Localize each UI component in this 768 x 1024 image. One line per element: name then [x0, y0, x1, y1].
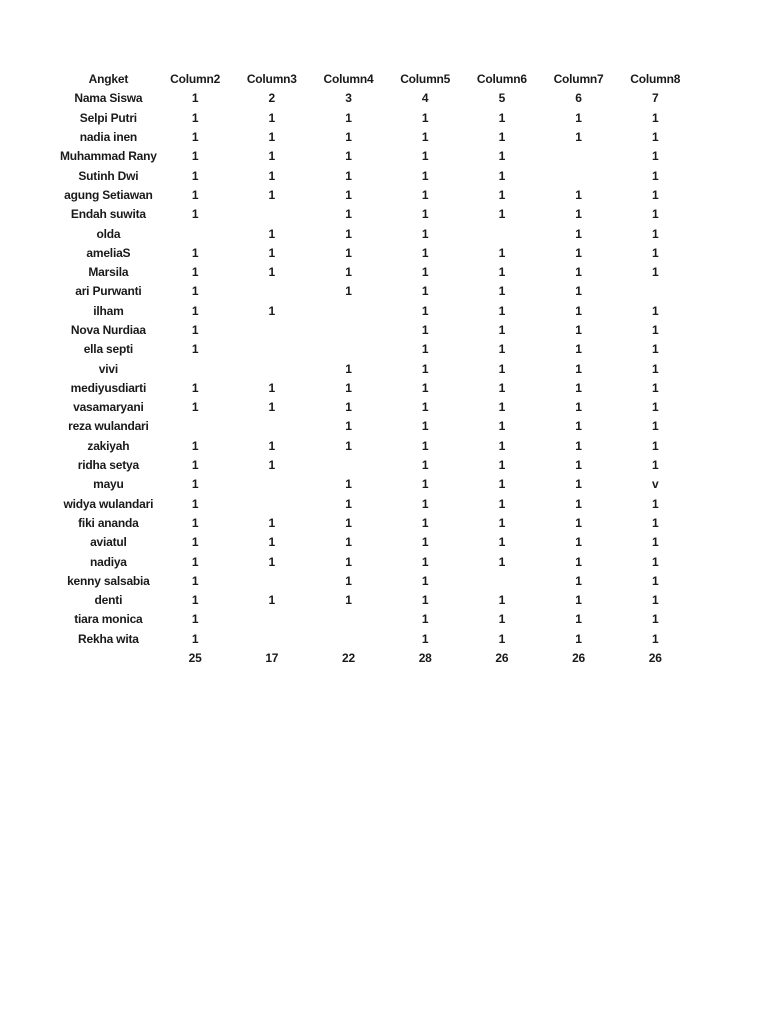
value-cell[interactable]: 1 — [575, 303, 582, 318]
value-cell[interactable]: 1 — [651, 361, 659, 376]
value-cell[interactable]: 1 — [498, 458, 506, 473]
value-cell[interactable]: 1 — [651, 130, 659, 145]
value-cell[interactable]: 1 — [268, 458, 276, 473]
table-row — [60, 437, 694, 456]
value-cell[interactable]: 1 — [651, 380, 659, 395]
value-cell[interactable]: 1 — [651, 631, 659, 646]
value-cell[interactable]: 1 — [345, 400, 352, 415]
value-cell[interactable]: 1 — [651, 149, 659, 164]
value-cell[interactable]: 2 — [268, 91, 276, 106]
row-label-cell[interactable]: aviatul — [90, 535, 127, 550]
value-cell[interactable]: 1 — [191, 438, 199, 453]
value-cell[interactable]: 1 — [268, 168, 276, 183]
value-cell[interactable]: 1 — [191, 110, 199, 125]
value-cell[interactable]: 1 — [651, 265, 659, 280]
value-cell[interactable]: 1 — [651, 419, 659, 434]
value-cell[interactable]: 1 — [498, 400, 506, 415]
value-cell[interactable]: 1 — [651, 226, 659, 241]
row-label-cell[interactable]: kenny salsabia — [67, 573, 150, 588]
value-cell[interactable]: 1 — [421, 361, 429, 376]
value-cell[interactable]: 1 — [421, 400, 429, 415]
value-cell[interactable]: 1 — [651, 400, 659, 415]
value-cell[interactable] — [310, 321, 387, 340]
value-cell[interactable]: 1 — [421, 303, 429, 318]
value-cell[interactable]: 1 — [191, 380, 199, 395]
value-cell[interactable]: 1 — [421, 284, 429, 299]
row-label-cell[interactable]: widya wulandari — [63, 496, 154, 511]
table-row — [60, 398, 694, 417]
value-cell[interactable]: 1 — [651, 342, 659, 357]
row-label-cell[interactable]: Sutinh Dwi — [78, 168, 139, 183]
value-cell[interactable]: 1 — [651, 535, 659, 550]
value-cell[interactable]: 17 — [265, 651, 279, 666]
value-cell[interactable]: 1 — [498, 245, 506, 260]
value-cell[interactable] — [233, 495, 310, 514]
value-cell[interactable]: 1 — [651, 612, 659, 627]
table-row — [60, 533, 694, 552]
value-cell[interactable]: 1 — [268, 226, 276, 241]
value-cell[interactable] — [233, 610, 310, 629]
value-cell[interactable]: 1 — [345, 515, 352, 530]
value-cell[interactable]: 1 — [498, 110, 506, 125]
value-cell[interactable]: 1 — [268, 303, 276, 318]
value-cell[interactable]: 1 — [421, 110, 429, 125]
table-row — [60, 379, 694, 398]
value-cell[interactable]: 1 — [498, 187, 506, 202]
value-cell[interactable]: 1 — [191, 554, 199, 569]
value-cell[interactable]: v — [651, 477, 659, 492]
value-cell[interactable]: 1 — [421, 458, 429, 473]
value-cell[interactable]: 1 — [575, 631, 582, 646]
table-row — [60, 166, 694, 185]
value-cell[interactable]: 1 — [651, 323, 659, 337]
table-row — [60, 610, 694, 629]
value-cell[interactable]: 7 — [651, 91, 659, 106]
value-cell[interactable]: 1 — [498, 554, 506, 569]
row-label-cell[interactable]: denti — [94, 593, 123, 608]
value-cell[interactable]: Column2 — [170, 72, 221, 87]
value-cell[interactable]: 1 — [191, 207, 199, 222]
value-cell[interactable]: 1 — [421, 612, 429, 627]
row-label-cell[interactable] — [60, 649, 157, 668]
value-cell[interactable]: 1 — [651, 187, 659, 202]
value-cell[interactable]: 1 — [651, 245, 659, 260]
value-cell[interactable]: 1 — [191, 187, 199, 202]
value-cell[interactable]: 1 — [421, 554, 429, 569]
row-label-cell[interactable]: vivi — [98, 361, 118, 376]
row-label-cell[interactable]: Muhammad Rany — [60, 149, 157, 164]
table-row — [60, 630, 694, 649]
value-cell[interactable]: 1 — [191, 515, 199, 530]
value-cell[interactable]: 1 — [498, 265, 506, 280]
row-label-cell[interactable]: fiki ananda — [78, 515, 139, 530]
value-cell[interactable]: 1 — [651, 496, 659, 511]
value-cell[interactable]: 1 — [268, 149, 276, 164]
value-cell[interactable]: 1 — [498, 438, 506, 453]
value-cell[interactable]: 1 — [268, 554, 276, 569]
value-cell[interactable] — [310, 610, 387, 629]
value-cell[interactable]: 1 — [651, 168, 659, 183]
value-cell[interactable]: 1 — [191, 573, 199, 588]
value-cell[interactable]: 22 — [342, 651, 355, 666]
value-cell[interactable]: 1 — [498, 149, 506, 164]
value-cell[interactable]: 1 — [421, 207, 429, 222]
value-cell[interactable]: 1 — [421, 380, 429, 395]
value-cell[interactable]: 1 — [345, 361, 352, 376]
value-cell[interactable]: 1 — [651, 515, 659, 530]
value-cell[interactable]: 1 — [651, 110, 659, 125]
value-cell[interactable]: 1 — [191, 303, 199, 318]
value-cell[interactable]: 1 — [498, 130, 506, 145]
value-cell[interactable]: 1 — [575, 400, 582, 415]
value-cell[interactable]: 1 — [345, 593, 352, 608]
row-label-cell[interactable]: Nama Siswa — [74, 91, 143, 106]
value-cell[interactable]: 1 — [345, 419, 352, 434]
value-cell[interactable]: 1 — [498, 361, 506, 376]
value-cell[interactable]: 1 — [651, 593, 659, 608]
value-cell[interactable]: Column7 — [553, 72, 604, 87]
value-cell[interactable]: 1 — [421, 477, 429, 492]
value-cell[interactable]: 1 — [651, 438, 659, 453]
value-cell[interactable]: 1 — [421, 573, 429, 588]
value-cell[interactable]: 1 — [191, 284, 199, 299]
row-label-cell[interactable]: zakiyah — [87, 438, 130, 453]
value-cell[interactable]: 1 — [268, 110, 276, 125]
value-cell[interactable]: 1 — [575, 535, 582, 550]
table-row — [60, 302, 694, 321]
value-cell[interactable]: Column6 — [476, 72, 527, 87]
table-row — [60, 147, 694, 166]
table-row — [60, 340, 694, 359]
value-cell[interactable]: 1 — [421, 245, 429, 260]
value-cell[interactable]: 1 — [268, 400, 276, 415]
value-cell[interactable]: 1 — [345, 380, 352, 395]
value-cell[interactable]: 1 — [191, 496, 199, 511]
value-cell[interactable]: 1 — [498, 207, 506, 222]
row-label-cell[interactable]: agung Setiawan — [64, 187, 153, 202]
row-label-cell[interactable]: nadiya — [89, 554, 127, 569]
value-cell[interactable] — [157, 359, 234, 378]
value-cell[interactable]: 1 — [191, 477, 199, 492]
row-label-cell[interactable]: Rekha wita — [78, 631, 139, 646]
table-row — [60, 89, 694, 108]
value-cell[interactable] — [233, 417, 310, 436]
value-cell[interactable]: 1 — [498, 631, 506, 646]
value-cell[interactable]: 1 — [345, 149, 352, 164]
value-cell[interactable]: 1 — [191, 342, 199, 357]
value-cell[interactable]: 1 — [421, 419, 429, 434]
value-cell[interactable]: 1 — [191, 535, 199, 550]
value-cell[interactable]: 1 — [345, 438, 352, 453]
value-cell[interactable]: 1 — [575, 265, 582, 280]
value-cell[interactable]: 1 — [651, 207, 659, 222]
table-row — [60, 205, 694, 224]
value-cell[interactable] — [464, 572, 541, 591]
value-cell[interactable]: 1 — [345, 477, 352, 492]
value-cell[interactable]: 1 — [345, 245, 352, 260]
value-cell[interactable]: 25 — [188, 651, 202, 666]
value-cell[interactable]: 3 — [345, 91, 352, 106]
value-cell[interactable] — [233, 572, 310, 591]
value-cell[interactable]: 1 — [268, 593, 276, 608]
value-cell[interactable] — [157, 417, 234, 436]
value-cell[interactable]: 1 — [268, 535, 276, 550]
value-cell[interactable] — [233, 205, 310, 224]
table-row — [60, 128, 694, 147]
value-cell[interactable] — [157, 224, 234, 243]
value-cell[interactable]: 1 — [191, 631, 199, 646]
value-cell[interactable]: 1 — [651, 573, 659, 588]
row-label-cell[interactable]: ridha setya — [77, 458, 139, 473]
value-cell[interactable]: Column5 — [400, 72, 451, 87]
value-cell[interactable]: 26 — [495, 651, 509, 666]
value-cell[interactable]: 1 — [575, 323, 582, 337]
value-cell[interactable]: 1 — [345, 554, 352, 569]
value-cell[interactable]: 1 — [498, 535, 506, 550]
value-cell[interactable]: Column4 — [323, 72, 374, 87]
table-row — [60, 417, 694, 436]
value-cell[interactable]: 1 — [575, 226, 582, 241]
value-cell[interactable]: 1 — [191, 323, 199, 337]
value-cell[interactable]: 1 — [268, 515, 276, 530]
row-label-cell[interactable]: nadia inen — [79, 130, 138, 145]
value-cell[interactable] — [233, 321, 310, 340]
value-cell[interactable]: 1 — [498, 168, 506, 183]
value-cell[interactable]: 1 — [345, 265, 352, 280]
header-row — [60, 70, 694, 89]
value-cell[interactable] — [233, 630, 310, 649]
value-cell[interactable]: 1 — [268, 187, 276, 202]
value-cell[interactable]: 1 — [191, 168, 199, 183]
value-cell[interactable]: 1 — [345, 496, 352, 511]
value-cell[interactable]: 1 — [191, 91, 199, 106]
table-row — [60, 282, 694, 301]
value-cell[interactable]: 1 — [575, 496, 582, 511]
value-cell[interactable]: 26 — [572, 651, 586, 666]
value-cell[interactable]: 1 — [421, 323, 429, 337]
table-row — [60, 514, 694, 533]
value-cell[interactable]: 1 — [575, 515, 582, 530]
row-label-cell[interactable]: mayu — [93, 477, 124, 492]
value-cell[interactable]: 1 — [498, 496, 506, 511]
value-cell[interactable]: 1 — [268, 265, 276, 280]
value-cell[interactable]: 1 — [421, 265, 429, 280]
row-label-cell[interactable]: ari Purwanti — [75, 284, 142, 299]
value-cell[interactable]: 1 — [421, 535, 429, 550]
value-cell[interactable]: Column3 — [246, 72, 297, 87]
value-cell[interactable]: 1 — [268, 438, 276, 453]
value-cell[interactable]: 1 — [421, 593, 429, 608]
value-cell[interactable]: 1 — [498, 515, 506, 530]
value-cell[interactable]: 1 — [345, 535, 352, 550]
value-cell[interactable]: 1 — [575, 380, 582, 395]
value-cell[interactable] — [310, 340, 387, 359]
table-row — [60, 495, 694, 514]
value-cell[interactable]: 1 — [498, 303, 506, 318]
value-cell[interactable]: 1 — [498, 284, 506, 299]
table-row — [60, 456, 694, 475]
value-cell[interactable]: 1 — [268, 130, 276, 145]
value-cell[interactable]: 1 — [421, 226, 429, 241]
value-cell[interactable]: 1 — [191, 149, 199, 164]
value-cell[interactable]: 1 — [345, 226, 352, 241]
row-label-cell[interactable]: vasamaryani — [73, 400, 144, 415]
value-cell[interactable]: 1 — [575, 245, 582, 260]
table-row — [60, 109, 694, 128]
value-cell[interactable]: 1 — [575, 477, 582, 492]
value-cell[interactable]: 1 — [345, 130, 352, 145]
value-cell[interactable]: 1 — [421, 438, 429, 453]
value-cell[interactable]: 1 — [345, 110, 352, 125]
value-cell[interactable]: 1 — [191, 458, 199, 473]
value-cell[interactable]: 1 — [498, 419, 506, 434]
value-cell[interactable]: 1 — [421, 496, 429, 511]
value-cell[interactable]: 6 — [575, 91, 582, 106]
value-cell[interactable] — [464, 224, 541, 243]
value-cell[interactable]: 1 — [345, 573, 352, 588]
row-label-cell[interactable]: Angket — [88, 72, 129, 87]
table-row — [60, 359, 694, 378]
value-cell[interactable]: 1 — [498, 342, 506, 357]
row-label-cell[interactable]: ilham — [93, 303, 124, 318]
row-label-cell[interactable]: reza wulandari — [68, 419, 149, 434]
value-cell[interactable]: 1 — [575, 284, 582, 299]
row-label-cell[interactable]: tiara monica — [74, 612, 143, 627]
value-cell[interactable]: 1 — [345, 207, 352, 222]
value-cell[interactable] — [233, 359, 310, 378]
value-cell[interactable]: 1 — [575, 207, 582, 222]
value-cell[interactable]: 1 — [191, 593, 199, 608]
value-cell[interactable]: 1 — [575, 419, 582, 434]
row-label-cell[interactable]: Endah suwita — [70, 207, 146, 222]
value-cell[interactable]: 1 — [421, 342, 429, 357]
table-row — [60, 263, 694, 282]
value-cell[interactable] — [310, 456, 387, 475]
value-cell[interactable]: 1 — [575, 438, 582, 453]
value-cell[interactable]: 1 — [575, 130, 582, 145]
value-cell[interactable] — [233, 475, 310, 494]
value-cell[interactable]: 1 — [498, 323, 506, 337]
value-cell[interactable]: 1 — [651, 554, 659, 569]
value-cell[interactable]: 1 — [421, 187, 429, 202]
value-cell[interactable]: 1 — [575, 110, 582, 125]
value-cell[interactable]: 1 — [345, 168, 352, 183]
value-cell[interactable]: 1 — [191, 265, 199, 280]
table-row — [60, 244, 694, 263]
row-label-cell[interactable]: mediyusdiarti — [70, 380, 147, 395]
table-row — [60, 552, 694, 571]
value-cell[interactable] — [617, 282, 694, 301]
value-cell[interactable]: 1 — [191, 245, 199, 260]
value-cell[interactable]: 1 — [268, 245, 276, 260]
value-cell[interactable]: 1 — [575, 573, 582, 588]
value-cell[interactable] — [233, 282, 310, 301]
row-label-cell[interactable]: olda — [96, 226, 121, 241]
table-row — [60, 186, 694, 205]
value-cell[interactable] — [310, 302, 387, 321]
row-label-cell[interactable]: ameliaS — [86, 245, 131, 260]
table-row — [60, 475, 694, 494]
value-cell[interactable]: 1 — [191, 130, 199, 145]
value-cell[interactable]: 28 — [418, 651, 432, 666]
value-cell[interactable] — [540, 147, 617, 166]
value-cell[interactable]: 1 — [498, 477, 506, 492]
value-cell[interactable] — [310, 630, 387, 649]
value-cell[interactable]: 1 — [498, 612, 506, 627]
value-cell[interactable]: 1 — [191, 612, 199, 627]
totals-row — [60, 649, 694, 668]
row-label-cell[interactable]: Nova Nurdiaa — [70, 323, 146, 337]
table-row — [60, 591, 694, 610]
value-cell[interactable]: 1 — [651, 458, 659, 473]
value-cell[interactable]: Column8 — [630, 72, 681, 87]
value-cell[interactable]: 1 — [421, 149, 429, 164]
table-row — [60, 321, 694, 340]
value-cell[interactable]: 1 — [498, 380, 506, 395]
value-cell[interactable]: 1 — [345, 187, 352, 202]
value-cell[interactable]: 26 — [648, 651, 662, 666]
value-cell[interactable]: 1 — [268, 380, 276, 395]
value-cell[interactable]: 1 — [575, 554, 582, 569]
table-row — [60, 572, 694, 591]
value-cell[interactable]: 1 — [498, 593, 506, 608]
value-cell[interactable]: 1 — [345, 284, 352, 299]
value-cell[interactable] — [233, 340, 310, 359]
value-cell[interactable]: 1 — [421, 515, 429, 530]
survey-table — [60, 70, 694, 668]
value-cell[interactable]: 1 — [575, 361, 582, 376]
value-cell[interactable]: 1 — [575, 612, 582, 627]
value-cell[interactable]: 1 — [191, 400, 199, 415]
value-cell[interactable]: 1 — [575, 593, 582, 608]
value-cell[interactable]: 1 — [575, 458, 582, 473]
value-cell[interactable] — [540, 166, 617, 185]
value-cell[interactable]: 5 — [498, 91, 506, 106]
value-cell[interactable]: 4 — [421, 91, 429, 106]
value-cell[interactable]: 1 — [651, 303, 659, 318]
value-cell[interactable]: 1 — [421, 168, 429, 183]
value-cell[interactable]: 1 — [421, 130, 429, 145]
value-cell[interactable]: 1 — [575, 187, 582, 202]
value-cell[interactable]: 1 — [421, 631, 429, 646]
table-row — [60, 224, 694, 243]
row-label-cell[interactable]: Marsila — [88, 265, 129, 280]
row-label-cell[interactable]: Selpi Putri — [79, 110, 137, 125]
value-cell[interactable]: 1 — [575, 342, 582, 357]
row-label-cell[interactable]: ella septi — [83, 342, 134, 357]
